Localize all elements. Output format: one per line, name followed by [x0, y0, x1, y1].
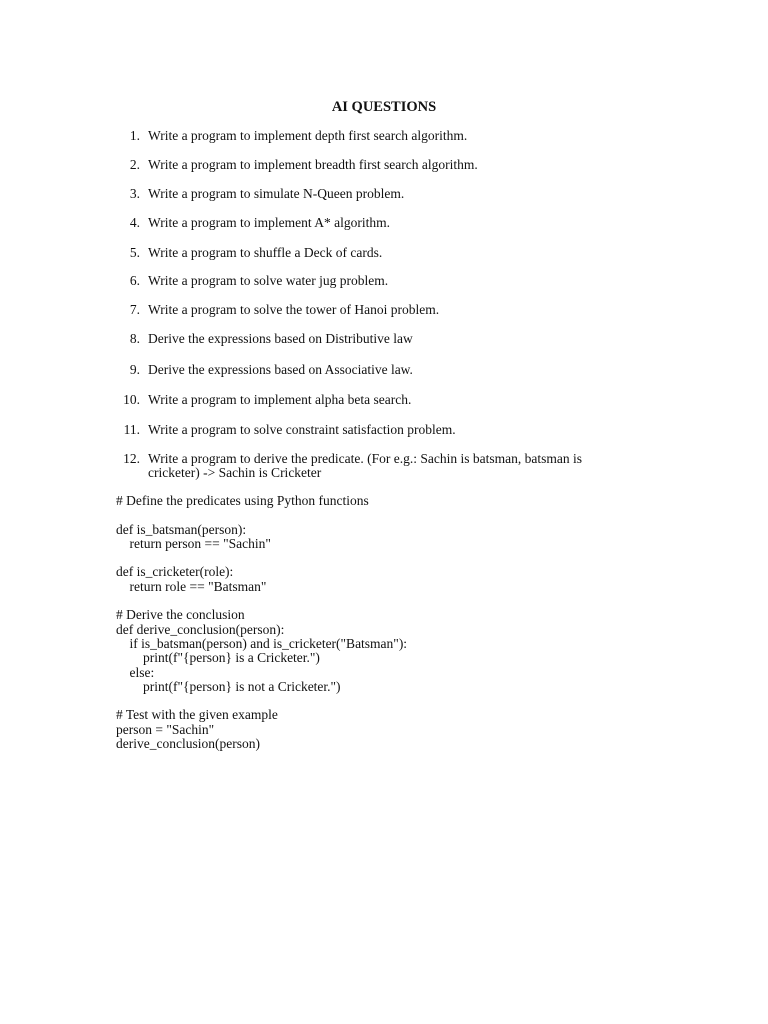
question-number: 5. [129, 245, 140, 260]
question-number: 7. [129, 302, 140, 317]
question-text: Write a program to solve water jug problem. [148, 273, 389, 288]
question-number: 2. [129, 157, 140, 172]
question-text: Write a program to implement breadth first search algorithm. [148, 157, 478, 172]
question-text: Write a program to simulate N-Queen problem. [148, 186, 405, 201]
question-text: Write a program to shuffle a Deck of cards. [148, 245, 383, 260]
document-title: AI QUESTIONS [331, 99, 437, 115]
question-number: 4. [129, 215, 140, 230]
question-text: Write a program to solve constraint satisfaction problem. [148, 422, 456, 437]
question-text: Write a program to implement alpha beta search. [148, 392, 412, 407]
code-block: # Define the predicates using Python functions def is_batsman(person): return person == "Sachin" def is_cricketer(role): return role == "Batsman" # Derive the conclusion def derive_conclusion(person): if is_batsman(person) and is_cricketer("Batsman"): print(f"{person} is a Cricketer.") else: print(f"{person} is not a Cricketer.") # Test with the given example person = "Sachin" derive_conclusion(person) [116, 493, 408, 752]
question-text: Write a program to derive the predicate. (For e.g.: Sachin is batsman, batsman is cricketer) -> Sachin is Cricketer [148, 451, 582, 480]
question-text: Write a program to solve the tower of Hanoi problem. [148, 302, 440, 317]
question-number: 12. [123, 451, 140, 466]
question-number: 6. [129, 273, 140, 288]
question-text: Write a program to implement A* algorithm. [148, 215, 391, 230]
question-number: 3. [129, 186, 140, 201]
question-number: 10. [123, 392, 140, 407]
question-number: 8. [129, 331, 140, 346]
question-text: Write a program to implement depth first search algorithm. [148, 128, 468, 143]
question-number: 1. [129, 128, 140, 143]
question-text: Derive the expressions based on Associative law. [148, 362, 413, 377]
question-number: 9. [129, 362, 140, 377]
question-number: 11. [123, 422, 140, 437]
question-text: Derive the expressions based on Distributive law [148, 331, 413, 346]
